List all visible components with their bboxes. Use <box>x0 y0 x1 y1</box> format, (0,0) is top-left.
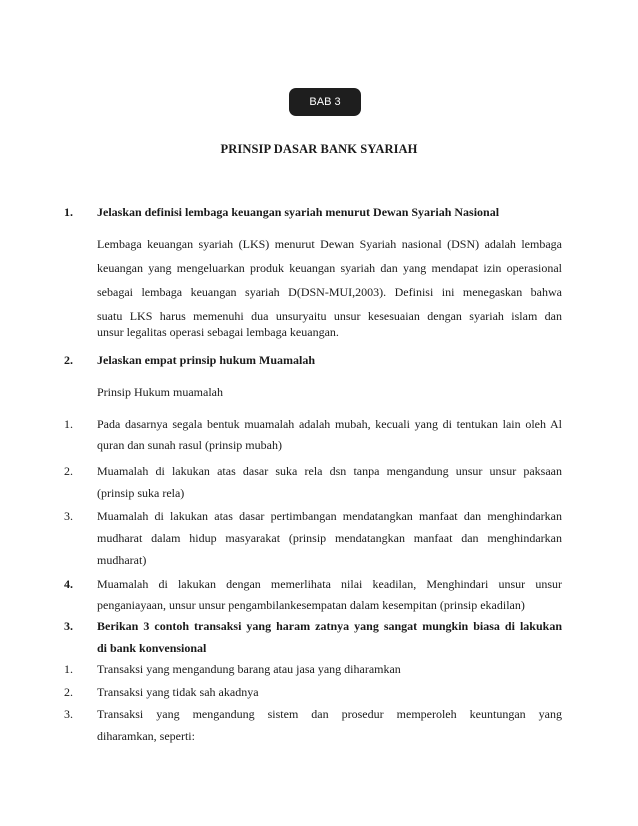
list-item-line: Transaksi yang mengandung barang atau jasa yang diharamkan <box>97 662 401 676</box>
q1-answer-line: unsur legalitas operasi sebagai lembaga keuangan. <box>97 325 339 339</box>
q1-question: Jelaskan definisi lembaga keuangan syariah menurut Dewan Syariah Nasional <box>97 205 500 219</box>
list-item-line: penganiayaan, unsur unsur pengambilankesempatan dalam kesempitan (prinsip ekadilan) <box>97 598 525 612</box>
q2-intro: Prinsip Hukum muamalah <box>97 385 223 399</box>
list-item-number: 1. <box>64 417 73 431</box>
q1-answer-line: keuangan yang mengeluarkan produk keuangan syariah dan yang mendapat izin operasional <box>97 261 562 275</box>
q3-number: 3. <box>64 619 73 633</box>
page-title: PRINSIP DASAR BANK SYARIAH <box>220 142 418 156</box>
list-item-number: 3. <box>64 707 73 721</box>
q3-question: Berikan 3 contoh transaksi yang haram zatnya yang sangat mungkin biasa di lakukan <box>97 619 562 633</box>
list-item-number: 2. <box>64 685 73 699</box>
list-item-line: diharamkan, seperti: <box>97 729 195 743</box>
q1-answer-line: suatu LKS harus memenuhi dua unsuryaitu unsur kesesuaian dengan syariah islam dan <box>97 309 562 323</box>
list-item-line: Transaksi yang mengandung sistem dan prosedur memperoleh keuntungan yang <box>97 707 562 721</box>
list-item-line: Muamalah di lakukan atas dasar pertimbangan mendatangkan manfaat dan menghindarkan <box>97 509 562 523</box>
list-item-line: Transaksi yang tidak sah akadnya <box>97 685 259 699</box>
q2-question: Jelaskan empat prinsip hukum Muamalah <box>97 353 316 367</box>
q2-number: 2. <box>64 353 73 367</box>
list-item-number: 4. <box>64 577 73 591</box>
q1-answer-line: sebagai lembaga keuangan syariah D(DSN-MUI,2003). Definisi ini menegaskan bahwa <box>97 285 562 299</box>
list-item-line: Pada dasarnya segala bentuk muamalah adalah mubah, kecuali yang di tentukan lain oleh Al <box>97 417 562 431</box>
list-item-line: mudharat dalam hidup masyarakat (prinsip mendatangkan manfaat dan menghindarkan <box>97 531 562 545</box>
list-item-line: Muamalah di lakukan dengan memerlihata nilai keadilan, Menghindari unsur unsur <box>97 577 562 591</box>
list-item-line: (prinsip suka rela) <box>97 486 185 500</box>
list-item-line: quran dan sunah rasul (prinsip mubah) <box>97 438 282 452</box>
q1-number: 1. <box>64 205 73 219</box>
list-item-number: 1. <box>64 662 73 676</box>
q3-question: di bank konvensional <box>97 641 207 655</box>
list-item-number: 3. <box>64 509 73 523</box>
list-item-line: Muamalah di lakukan atas dasar suka rela dsn tanpa mengandung unsur unsur paksaan <box>97 464 562 478</box>
q1-answer-line: Lembaga keuangan syariah (LKS) menurut Dewan Syariah nasional (DSN) adalah lembaga <box>97 237 562 251</box>
chapter-badge: BAB 3 <box>289 88 361 116</box>
list-item-line: mudharat) <box>97 553 147 567</box>
list-item-number: 2. <box>64 464 73 478</box>
